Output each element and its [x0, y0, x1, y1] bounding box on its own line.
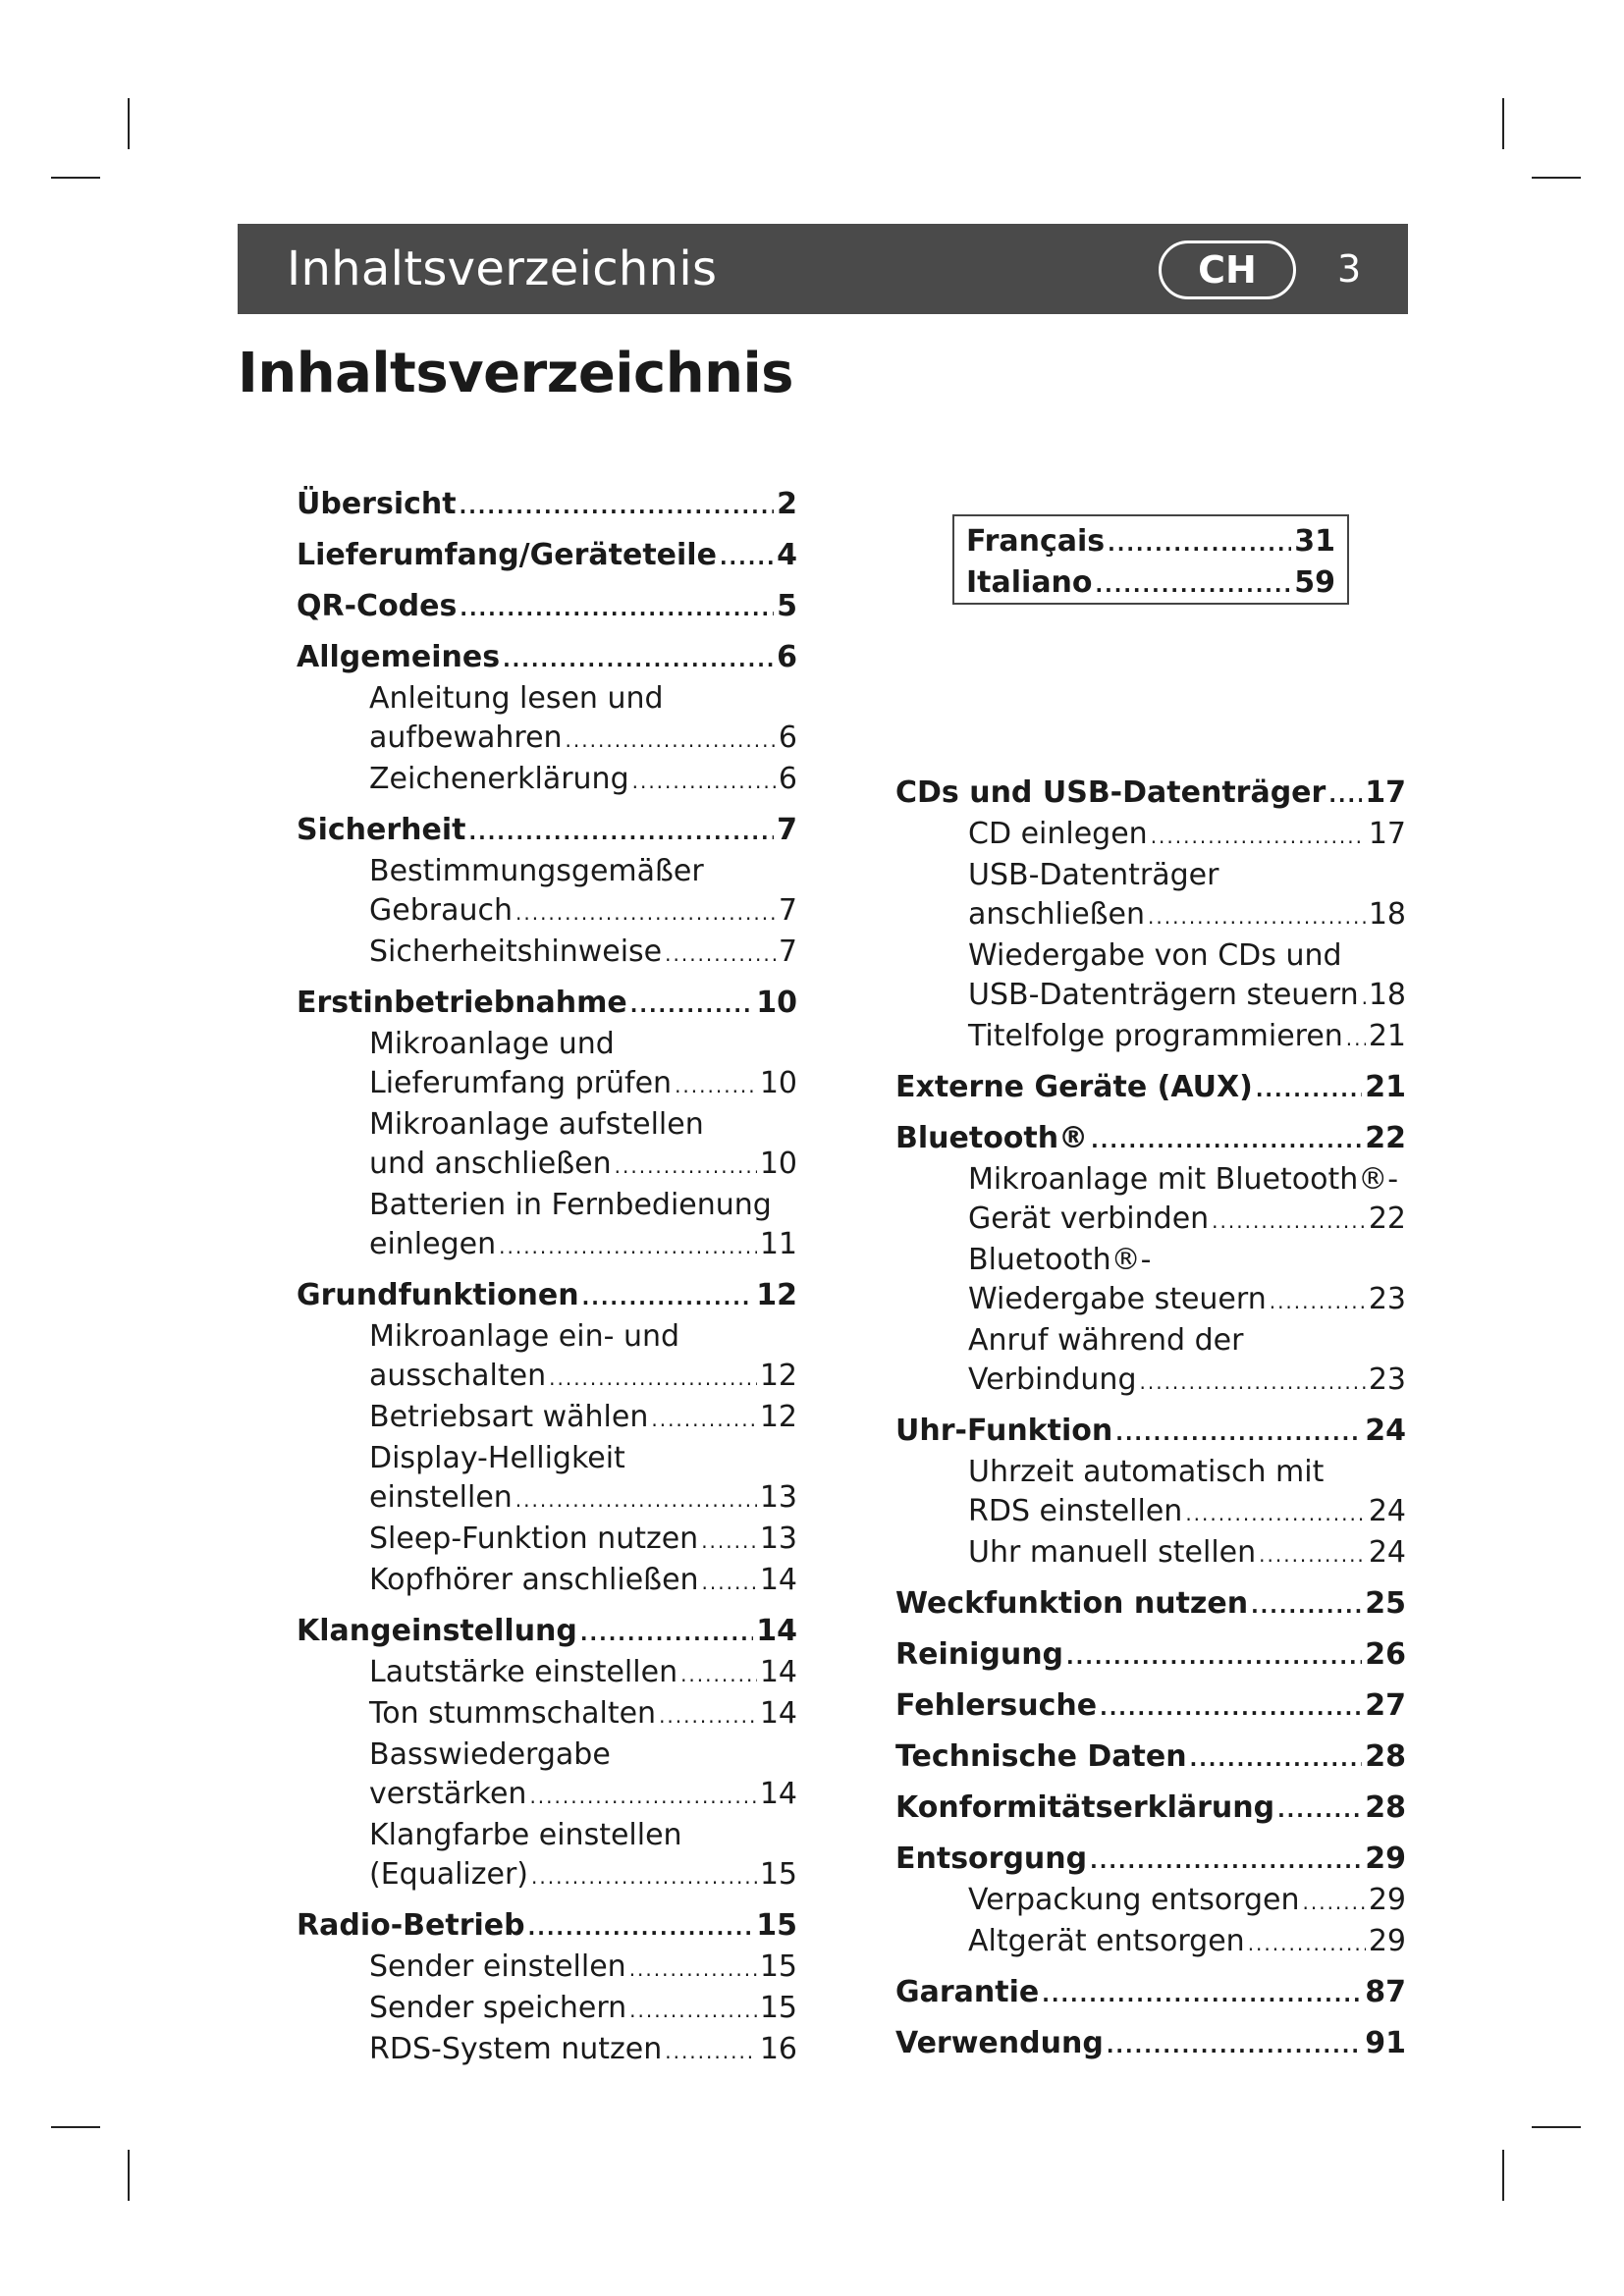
toc-entry-row — [297, 536, 797, 577]
toc-entry-row — [297, 638, 797, 679]
toc-entry-page: 4 — [777, 538, 797, 572]
toc-subentry[interactable] — [895, 1017, 1406, 1058]
toc-dot-leader — [1362, 978, 1366, 1017]
toc-dot-leader — [528, 1908, 754, 1948]
toc-entry-row — [369, 933, 797, 974]
toc-subentry[interactable] — [297, 1317, 797, 1398]
toc-entry-row — [369, 1064, 797, 1105]
toc-dot-leader — [1151, 817, 1366, 856]
toc-entry-page: 17 — [1368, 817, 1406, 851]
toc-entry-page: 12 — [759, 1400, 797, 1434]
toc-dot-leader — [1100, 1688, 1362, 1728]
toc-entry[interactable] — [297, 536, 797, 577]
toc-entry-page: 14 — [759, 1777, 797, 1811]
toc-subentry[interactable] — [297, 1520, 797, 1561]
toc-entry-page: 10 — [756, 986, 797, 1020]
toc-entry-row — [895, 1840, 1406, 1881]
toc-dot-leader — [1091, 1121, 1362, 1160]
toc-entry-page: 13 — [759, 1480, 797, 1515]
toc-entry-title: Uhr manuell stellen — [968, 1535, 1257, 1570]
toc-entry-title: Altgerät entsorgen — [968, 1924, 1245, 1958]
toc-entry-page: 28 — [1365, 1739, 1406, 1774]
toc-entry-row — [895, 2024, 1406, 2065]
crop-mark-top-right-vertical — [1502, 98, 1504, 149]
toc-entry-title: einstellen — [369, 1480, 513, 1515]
toc-entry-title: ausschalten — [369, 1359, 547, 1393]
header-title: Inhaltsverzeichnis — [287, 241, 718, 296]
toc-subentry[interactable] — [297, 1948, 797, 1989]
toc-subentry[interactable] — [895, 1533, 1406, 1575]
toc-entry-title: Sleep-Funktion nutzen — [369, 1522, 699, 1556]
toc-entry-row — [369, 2030, 797, 2071]
toc-entry[interactable] — [895, 1584, 1406, 1626]
toc-entry-title-line: Klangfarbe einstellen — [369, 1818, 682, 1852]
toc-entry[interactable] — [895, 1635, 1406, 1677]
toc-entry-page: 2 — [777, 487, 797, 521]
toc-entry-row — [968, 1922, 1406, 1963]
crop-mark-top-left-horizontal — [51, 177, 100, 179]
toc-dot-leader — [659, 1696, 757, 1735]
toc-entry-title: einlegen — [369, 1227, 497, 1261]
toc-dot-leader — [1108, 524, 1291, 563]
crop-mark-bottom-left-horizontal — [51, 2126, 100, 2128]
toc-entry-row — [968, 1533, 1406, 1575]
toc-entry-page: 24 — [1368, 1494, 1406, 1528]
toc-entry-title-line: Bluetooth®- — [968, 1243, 1152, 1277]
toc-subentry[interactable] — [297, 1025, 797, 1105]
toc-entry-row — [968, 1361, 1406, 1402]
toc-dot-leader — [701, 1522, 757, 1561]
toc-dot-leader — [629, 1991, 757, 2030]
toc-dot-leader — [1251, 1586, 1362, 1626]
toc-entry-title: USB-Datenträgern steuern — [968, 978, 1359, 1012]
toc-entry-row — [369, 760, 797, 801]
toc-entry-title: Garantie — [895, 1975, 1040, 2009]
toc-entry-title: Übersicht — [297, 487, 457, 521]
toc-entry-row — [297, 1906, 797, 1948]
toc-entry-row — [968, 1881, 1406, 1922]
toc-entry-title: Externe Geräte (AUX) — [895, 1070, 1253, 1104]
toc-entry-title-line: Anleitung lesen und — [369, 681, 664, 716]
toc-entry-page: 14 — [759, 1563, 797, 1597]
toc-subentry[interactable] — [297, 933, 797, 974]
toc-entry-page: 15 — [759, 1857, 797, 1892]
toc-subentry[interactable] — [297, 1439, 797, 1520]
toc-subentry[interactable] — [895, 1241, 1406, 1321]
toc-entry-title-line: Anruf während der — [968, 1323, 1244, 1358]
toc-entry-page: 5 — [777, 589, 797, 623]
toc-dot-leader — [469, 813, 775, 852]
toc-entry-title: Technische Daten — [895, 1739, 1187, 1774]
toc-entry-title: Wiedergabe steuern — [968, 1282, 1267, 1316]
toc-entry-title: aufbewahren — [369, 721, 563, 755]
toc-entry-title: Grundfunktionen — [297, 1278, 579, 1312]
toc-entry-title: Bluetooth® — [895, 1121, 1089, 1155]
toc-entry-row — [369, 1989, 797, 2030]
toc-entry-page: 6 — [777, 640, 797, 674]
toc-entry-page: 22 — [1368, 1201, 1406, 1236]
toc-entry-title: verstärken — [369, 1777, 527, 1811]
toc-subentry[interactable] — [297, 1105, 797, 1186]
toc-left-column — [297, 475, 797, 2071]
toc-subentry[interactable] — [297, 679, 797, 760]
toc-entry-page: 29 — [1368, 1883, 1406, 1917]
toc-entry-page: 23 — [1368, 1282, 1406, 1316]
toc-entry-title-line: Mikroanlage und — [369, 1027, 615, 1061]
toc-entry-title: Lieferumfang prüfen — [369, 1066, 673, 1100]
toc-entry[interactable] — [895, 1737, 1406, 1779]
language-title: Italiano — [966, 565, 1093, 600]
toc-dot-leader — [1256, 1070, 1362, 1109]
toc-dot-leader — [566, 721, 776, 760]
toc-entry-title-line: Batterien in Fernbedienung — [369, 1188, 772, 1222]
toc-entry-title: Lautstärke einstellen — [369, 1655, 678, 1689]
toc-entry-page: 10 — [759, 1066, 797, 1100]
language-page: 59 — [1294, 565, 1335, 600]
language-page: 31 — [1294, 524, 1335, 559]
toc-entry-row — [369, 1478, 797, 1520]
toc-dot-leader — [1090, 1842, 1362, 1881]
toc-entry-page: 12 — [756, 1278, 797, 1312]
toc-entry-page: 13 — [759, 1522, 797, 1556]
toc-subentry[interactable] — [297, 1735, 797, 1816]
toc-entry-title-line: Basswiedergabe — [369, 1737, 611, 1772]
toc-subentry[interactable] — [895, 815, 1406, 856]
toc-entry-row — [369, 719, 797, 760]
toc-dot-leader — [1248, 1924, 1366, 1963]
toc-entry-row — [895, 1737, 1406, 1779]
toc-entry-row — [369, 1520, 797, 1561]
toc-dot-leader — [515, 1480, 757, 1520]
toc-subentry[interactable] — [297, 1653, 797, 1694]
toc-entry-row — [369, 1398, 797, 1439]
toc-entry-title: CDs und USB-Datenträger — [895, 775, 1326, 810]
toc-entry[interactable] — [895, 1068, 1406, 1109]
toc-entry-title: Zeichenerklärung — [369, 762, 629, 796]
toc-dot-leader — [529, 1777, 756, 1816]
toc-entry-title-line: USB-Datenträger — [968, 858, 1219, 892]
toc-entry-page: 17 — [1365, 775, 1406, 810]
toc-entry-row — [968, 976, 1406, 1017]
toc-dot-leader — [615, 1147, 757, 1186]
toc-entry-page: 23 — [1368, 1362, 1406, 1397]
crop-mark-bottom-right-vertical — [1502, 2150, 1504, 2201]
toc-entry-title: Verwendung — [895, 2026, 1104, 2060]
toc-entry-page: 10 — [759, 1147, 797, 1181]
toc-entry-page: 91 — [1365, 2026, 1406, 2060]
toc-entry[interactable] — [297, 984, 797, 1025]
toc-dot-leader — [515, 893, 776, 933]
toc-entry[interactable] — [297, 811, 797, 852]
toc-entry[interactable] — [895, 1973, 1406, 2014]
toc-subentry[interactable] — [297, 1989, 797, 2030]
toc-entry-page: 14 — [756, 1614, 797, 1648]
toc-entry-row — [297, 1276, 797, 1317]
toc-dot-leader — [499, 1227, 757, 1266]
language-box — [952, 514, 1349, 605]
toc-entry-row — [968, 1492, 1406, 1533]
toc-entry-title-line: Uhrzeit automatisch mit — [968, 1455, 1325, 1489]
toc-dot-leader — [460, 487, 775, 526]
toc-entry-row — [895, 774, 1406, 815]
country-badge: CH — [1159, 240, 1296, 299]
toc-dot-leader — [1042, 1975, 1362, 2014]
toc-dot-leader — [1259, 1535, 1366, 1575]
toc-entry[interactable] — [297, 1276, 797, 1317]
toc-entry-page: 12 — [759, 1359, 797, 1393]
toc-entry-title: Reinigung — [895, 1637, 1064, 1672]
toc-dot-leader — [665, 2032, 757, 2071]
toc-entry-row — [895, 1686, 1406, 1728]
toc-entry-title-line: Wiedergabe von CDs und — [968, 938, 1342, 973]
toc-entry-page: 21 — [1368, 1019, 1406, 1053]
toc-dot-leader — [1270, 1282, 1366, 1321]
toc-entry-page: 6 — [778, 721, 797, 755]
toc-entry-row — [895, 1584, 1406, 1626]
toc-dot-leader — [1212, 1201, 1366, 1241]
toc-entry-title-line: Display-Helligkeit — [369, 1441, 625, 1475]
toc-subentry[interactable] — [895, 856, 1406, 936]
toc-entry-title: anschließen — [968, 897, 1146, 932]
language-entry[interactable] — [966, 563, 1335, 605]
toc-entry-page: 15 — [759, 1949, 797, 1984]
toc-subentry[interactable] — [895, 1922, 1406, 1963]
toc-dot-leader — [460, 589, 774, 628]
toc-entry-row — [895, 1119, 1406, 1160]
toc-entry-title: Titelfolge programmieren — [968, 1019, 1343, 1053]
toc-entry-page: 24 — [1368, 1535, 1406, 1570]
language-title: Français — [966, 524, 1106, 559]
toc-entry-title: (Equalizer) — [369, 1857, 529, 1892]
toc-entry-row — [968, 1200, 1406, 1241]
crop-mark-top-right-horizontal — [1532, 177, 1581, 179]
toc-entry-row — [369, 1357, 797, 1398]
toc-dot-leader — [1328, 775, 1362, 815]
toc-entry[interactable] — [297, 638, 797, 679]
toc-entry-page: 6 — [778, 762, 797, 796]
toc-right-column — [895, 764, 1406, 2065]
toc-entry-title-line: Mikroanlage ein- und — [369, 1319, 680, 1354]
toc-entry-row — [297, 1612, 797, 1653]
toc-entry-row — [968, 895, 1406, 936]
toc-entry-title: QR-Codes — [297, 589, 458, 623]
toc-subentry[interactable] — [297, 1186, 797, 1266]
toc-entry-row — [369, 1694, 797, 1735]
toc-dot-leader — [651, 1400, 756, 1439]
toc-entry-page: 7 — [777, 813, 797, 847]
toc-entry-page: 25 — [1365, 1586, 1406, 1621]
toc-subentry[interactable] — [895, 1881, 1406, 1922]
toc-entry-title: Fehlersuche — [895, 1688, 1098, 1723]
toc-entry-title: Verbindung — [968, 1362, 1137, 1397]
toc-entry-row — [369, 1225, 797, 1266]
toc-entry[interactable] — [297, 587, 797, 628]
toc-entry-title-line: Bestimmungsgemäßer — [369, 854, 704, 888]
toc-dot-leader — [1096, 565, 1292, 605]
toc-entry-row — [968, 815, 1406, 856]
toc-entry-page: 18 — [1368, 897, 1406, 932]
toc-subentry[interactable] — [895, 1321, 1406, 1402]
toc-entry-title-line: Mikroanlage aufstellen — [369, 1107, 704, 1142]
toc-entry-page: 15 — [756, 1908, 797, 1943]
toc-entry-page: 24 — [1365, 1414, 1406, 1448]
toc-entry-title: Gebrauch — [369, 893, 513, 928]
crop-mark-bottom-right-horizontal — [1532, 2126, 1581, 2128]
toc-entry-row — [297, 984, 797, 1025]
toc-entry-row — [895, 1412, 1406, 1453]
toc-entry-title: Uhr-Funktion — [895, 1414, 1113, 1448]
toc-entry-row — [895, 1973, 1406, 2014]
toc-entry-page: 16 — [759, 2032, 797, 2066]
toc-entry-title: Verpackung entsorgen — [968, 1883, 1300, 1917]
toc-entry-title: Betriebsart wählen — [369, 1400, 649, 1434]
toc-entry-title: Sicherheitshinweise — [369, 934, 663, 969]
toc-subentry[interactable] — [895, 1160, 1406, 1241]
toc-subentry[interactable] — [895, 936, 1406, 1017]
toc-dot-leader — [582, 1278, 754, 1317]
toc-dot-leader — [632, 762, 776, 801]
toc-dot-leader — [1115, 1414, 1362, 1453]
crop-mark-bottom-left-vertical — [128, 2150, 130, 2201]
toc-entry[interactable] — [895, 1119, 1406, 1160]
toc-dot-leader — [1107, 2026, 1362, 2065]
toc-entry-row — [968, 1017, 1406, 1058]
toc-dot-leader — [680, 1655, 757, 1694]
toc-entry-row — [895, 1635, 1406, 1677]
toc-entry-row — [297, 485, 797, 526]
toc-dot-leader — [1066, 1637, 1362, 1677]
toc-entry-title: Sender einstellen — [369, 1949, 626, 1984]
toc-dot-leader — [1185, 1494, 1365, 1533]
toc-entry-title: Erstinbetriebnahme — [297, 986, 627, 1020]
toc-entry[interactable] — [297, 485, 797, 526]
toc-entry-row — [895, 1068, 1406, 1109]
toc-entry[interactable] — [895, 1686, 1406, 1728]
toc-dot-leader — [1148, 897, 1366, 936]
toc-entry-title: Radio-Betrieb — [297, 1908, 525, 1943]
toc-subentry[interactable] — [297, 1398, 797, 1439]
toc-entry-page: 21 — [1365, 1070, 1406, 1104]
toc-entry[interactable] — [895, 774, 1406, 815]
toc-entry-title: RDS-System nutzen — [369, 2032, 663, 2066]
toc-dot-leader — [720, 538, 774, 577]
toc-entry-row — [369, 1855, 797, 1896]
toc-entry-title: Konformitätserklärung — [895, 1790, 1275, 1825]
toc-entry-title: Ton stummschalten — [369, 1696, 657, 1731]
toc-entry-title: Sender speichern — [369, 1991, 627, 2025]
toc-dot-leader — [531, 1857, 757, 1896]
toc-entry-page: 87 — [1365, 1975, 1406, 2009]
toc-entry-page: 28 — [1365, 1790, 1406, 1825]
toc-entry-row — [369, 891, 797, 933]
toc-subentry[interactable] — [297, 1694, 797, 1735]
toc-entry-title: Weckfunktion nutzen — [895, 1586, 1249, 1621]
toc-entry-title: und anschließen — [369, 1147, 612, 1181]
toc-dot-leader — [1346, 1019, 1366, 1058]
toc-entry-page: 14 — [759, 1696, 797, 1731]
toc-entry-row — [297, 587, 797, 628]
toc-subentry[interactable] — [297, 1816, 797, 1896]
toc-dot-leader — [580, 1614, 753, 1653]
toc-entry-title: Kopfhörer anschließen — [369, 1563, 699, 1597]
toc-subentry[interactable] — [297, 1561, 797, 1602]
toc-entry-title: RDS einstellen — [968, 1494, 1183, 1528]
toc-entry-title: Gerät verbinden — [968, 1201, 1210, 1236]
toc-entry-page: 18 — [1368, 978, 1406, 1012]
toc-entry-row — [369, 1561, 797, 1602]
toc-entry-row — [968, 1280, 1406, 1321]
toc-entry-title: Allgemeines — [297, 640, 501, 674]
toc-dot-leader — [675, 1066, 757, 1105]
page-number: 3 — [1337, 247, 1362, 291]
toc-dot-leader — [629, 1949, 757, 1989]
language-entry[interactable] — [966, 522, 1335, 563]
toc-entry-row — [297, 811, 797, 852]
toc-entry[interactable] — [895, 1840, 1406, 1881]
toc-entry[interactable] — [895, 1789, 1406, 1830]
toc-entry-title: CD einlegen — [968, 817, 1148, 851]
toc-entry-page: 14 — [759, 1655, 797, 1689]
header-bar — [238, 224, 1408, 314]
toc-entry[interactable] — [297, 1906, 797, 1948]
toc-subentry[interactable] — [297, 852, 797, 933]
toc-entry-title: Klangeinstellung — [297, 1614, 577, 1648]
toc-dot-leader — [1277, 1790, 1362, 1830]
toc-entry-page: 11 — [759, 1227, 797, 1261]
toc-dot-leader — [1303, 1883, 1366, 1922]
toc-entry-row — [369, 1775, 797, 1816]
toc-dot-leader — [1140, 1362, 1366, 1402]
toc-dot-leader — [1190, 1739, 1363, 1779]
toc-entry-row — [895, 1789, 1406, 1830]
toc-dot-leader — [549, 1359, 757, 1398]
toc-entry-page: 29 — [1365, 1842, 1406, 1876]
page-title: Inhaltsverzeichnis — [238, 342, 793, 405]
toc-entry-page: 15 — [759, 1991, 797, 2025]
toc-entry-page: 29 — [1368, 1924, 1406, 1958]
toc-entry-page: 26 — [1365, 1637, 1406, 1672]
toc-entry-row — [369, 1653, 797, 1694]
toc-entry-row — [369, 1145, 797, 1186]
toc-dot-leader — [630, 986, 753, 1025]
toc-entry-row — [369, 1948, 797, 1989]
toc-subentry[interactable] — [895, 1453, 1406, 1533]
toc-entry[interactable] — [895, 1412, 1406, 1453]
toc-entry-page: 7 — [778, 893, 797, 928]
crop-mark-top-left-vertical — [128, 98, 130, 149]
toc-entry-title: Lieferumfang/Geräteteile — [297, 538, 717, 572]
toc-dot-leader — [503, 640, 774, 679]
toc-entry[interactable] — [297, 1612, 797, 1653]
toc-dot-leader — [702, 1563, 757, 1602]
toc-dot-leader — [665, 934, 776, 974]
toc-entry-title: Sicherheit — [297, 813, 466, 847]
toc-entry-page: 22 — [1365, 1121, 1406, 1155]
toc-entry-page: 7 — [778, 934, 797, 969]
toc-entry[interactable] — [895, 2024, 1406, 2065]
toc-entry-title-line: Mikroanlage mit Bluetooth®- — [968, 1162, 1399, 1197]
toc-entry-page: 27 — [1365, 1688, 1406, 1723]
toc-entry-title: Entsorgung — [895, 1842, 1088, 1876]
toc-subentry[interactable] — [297, 760, 797, 801]
toc-subentry[interactable] — [297, 2030, 797, 2071]
